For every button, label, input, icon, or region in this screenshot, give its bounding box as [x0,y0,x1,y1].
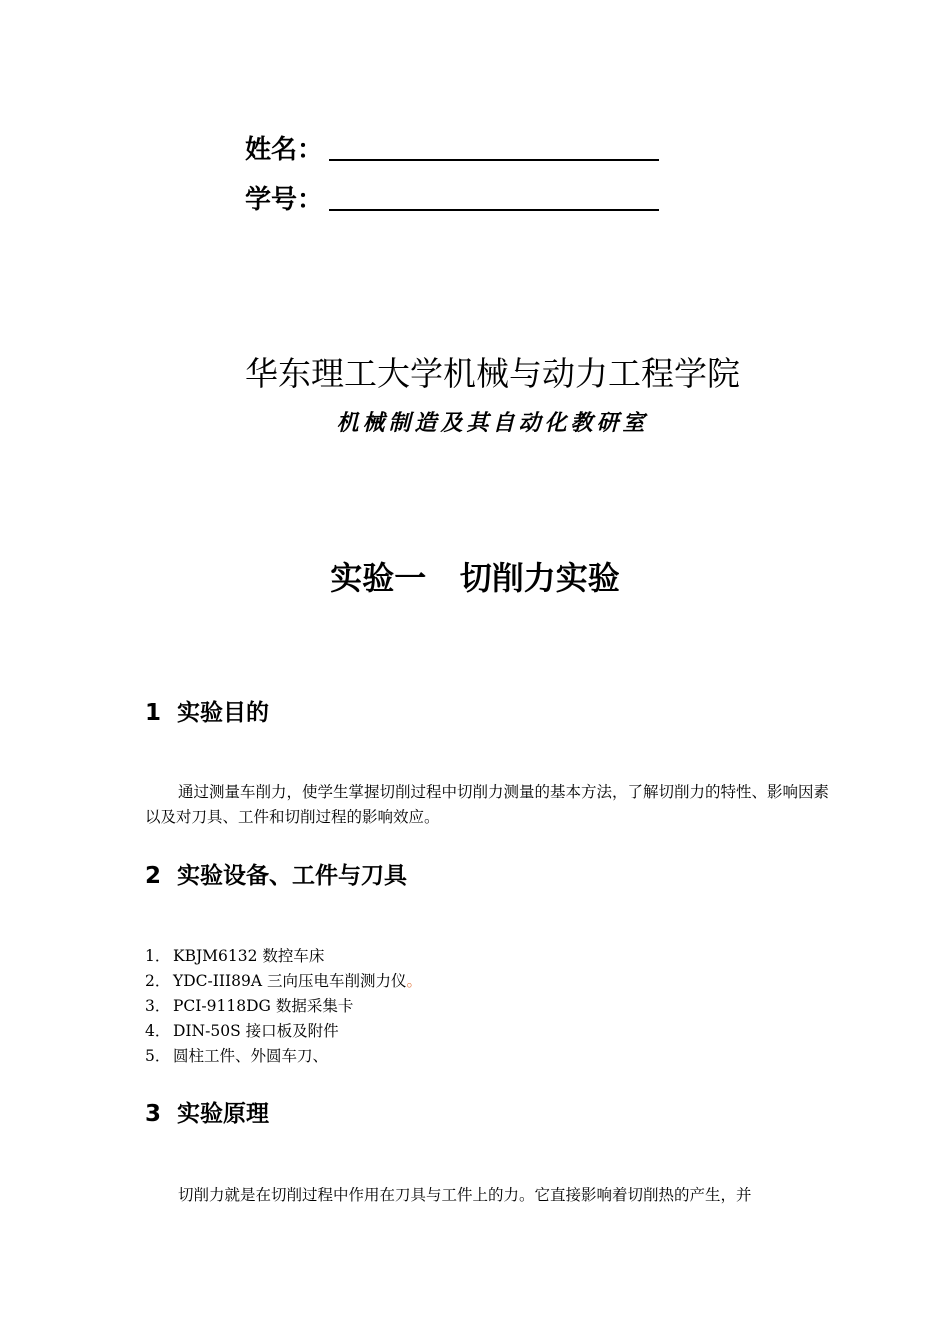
list-item-text: KBJM6132 数控车床 [173,947,325,965]
list-item-text: PCI-9118DG 数据采集卡 [173,997,354,1015]
list-item [145,1044,422,1069]
purpose-paragraph: 通过测量车削力，使学生掌握切削过程中切削力测量的基本方法，了解切削力的特性、影响因素以及对刀具、工件和切削过程的影响效应。 [145,783,830,826]
list-item-number: 5． [145,1047,171,1065]
school-name: 华东理工大学机械与动力工程学院 [245,354,740,393]
lab-name: 机械制造及其自动化教研室 [336,410,649,436]
name-label: 姓名： [245,135,324,165]
list-item-text: YDC-III89A 三向压电车削测力仪 [173,972,407,990]
list-item [145,1019,422,1044]
section-heading-equipment: 2 实验设备、工件与刀具 [145,863,408,889]
list-item-period: 。 [406,972,422,990]
list-item-text: 圆柱工件、外圆车刀、 [173,1047,329,1065]
list-item-number: 2． [145,972,171,990]
list-item [145,944,422,969]
student-id-fill-line [329,209,659,211]
experiment-title: 实验一 切削力实验 [330,559,620,597]
principle-paragraph: 切削力就是在切削过程中作用在刀具与工件上的力。它直接影响着切削热的产生，并 [178,1186,752,1204]
list-item [145,969,422,994]
equipment-list [145,944,422,1069]
name-field [245,134,659,166]
name-fill-line [329,159,659,161]
list-item-number: 1． [145,947,171,965]
list-item-text: DIN-50S 接口板及附件 [173,1022,339,1040]
list-item [145,994,422,1019]
section-heading-principle: 3 实验原理 [145,1101,270,1127]
list-item-number: 4． [145,1022,171,1040]
list-item-number: 3． [145,997,171,1015]
section-heading-purpose: 1 实验目的 [145,700,270,726]
student-id-field [245,184,659,216]
student-id-label: 学号： [245,185,324,215]
